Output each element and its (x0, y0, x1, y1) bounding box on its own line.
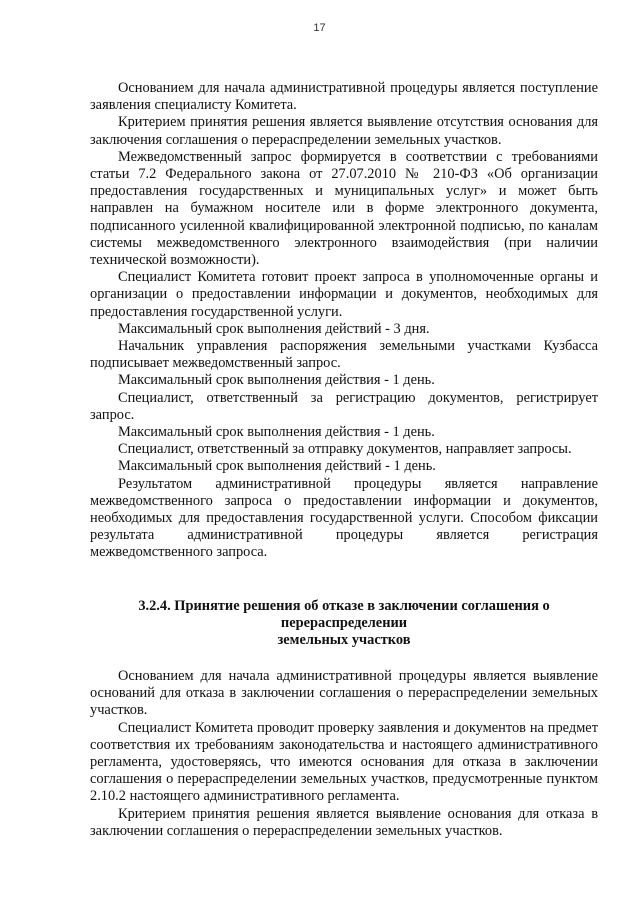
paragraph: Начальник управления распоряжения земельными участками Кузбасса подписывает межведомственный запрос. (90, 338, 598, 372)
section-heading (90, 598, 598, 650)
procedure-text-block (90, 80, 598, 562)
paragraph: Специалист, ответственный за регистрацию документов, регистрирует запрос. (90, 389, 598, 423)
section-heading-line: 3.2.4. Принятие решения об отказе в заключении соглашения о (138, 598, 550, 614)
paragraph: Критерием принятия решения является выявление отсутствия основания для заключения соглашения о перераспределении земельных участков. (90, 114, 598, 148)
section-heading-line: перераспределении (280, 615, 408, 632)
paragraph: Критерием принятия решения является выявление основания для отказа в заключении соглашения о перераспределении земельных участков. (90, 805, 598, 839)
paragraph: Специалист Комитета готовит проект запроса в уполномоченные органы и организации о предоставлении информации и документов, необходимых для предоставления государственной услуги. (90, 269, 598, 320)
paragraph: Максимальный срок выполнения действия - 1 день. (118, 372, 435, 389)
paragraph: Основанием для начала административной процедуры является выявление оснований для отказа в заключении соглашения о перераспределении земельных участков. (90, 668, 598, 719)
paragraph: Максимальный срок выполнения действия - 1 день. (118, 424, 435, 441)
section-heading-line: земельных участков (277, 632, 411, 649)
paragraph: Специалист, ответственный за отправку документов, направляет запросы. (118, 441, 572, 458)
paragraph: Основанием для начала административной процедуры является поступление заявления специалисту Комитета. (90, 80, 598, 114)
paragraph: Максимальный срок выполнения действий - 1 день. (118, 458, 436, 475)
paragraph: Межведомственный запрос формируется в соответствии с требованиями статьи 7.2 Федерального закона от 27.07.2010 № 210-ФЗ «Об организации предоставления государственных и муниципальных услуг» и может быть направлен на бумажном носителе или в форме электронного документа, подписанного усиленной квалифицированной электронной подписью, по каналам системы межведомственного электронного взаимодействия (при наличии технической возможности). (90, 148, 598, 269)
page-number: 17 (313, 22, 326, 34)
paragraph: Специалист Комитета проводит проверку заявления и документов на предмет соответствия их требованиям законодательства и настоящего административного регламента, удостоверяясь, что имеются основания для отказа в заключении соглашения о перераспределении земельных участков, предусмотренные пунктом 2.10.2 настоящего административного регламента. (90, 719, 598, 805)
paragraph: Результатом административной процедуры является направление межведомственного запроса о предоставлении информации и документов, необходимых для предоставления государственной услуги. Способом фиксации результата административной процедуры является регистрация межведомственного запроса. (90, 475, 598, 561)
paragraph: Максимальный срок выполнения действий - 3 дня. (118, 320, 430, 337)
refusal-text-block (90, 668, 598, 840)
